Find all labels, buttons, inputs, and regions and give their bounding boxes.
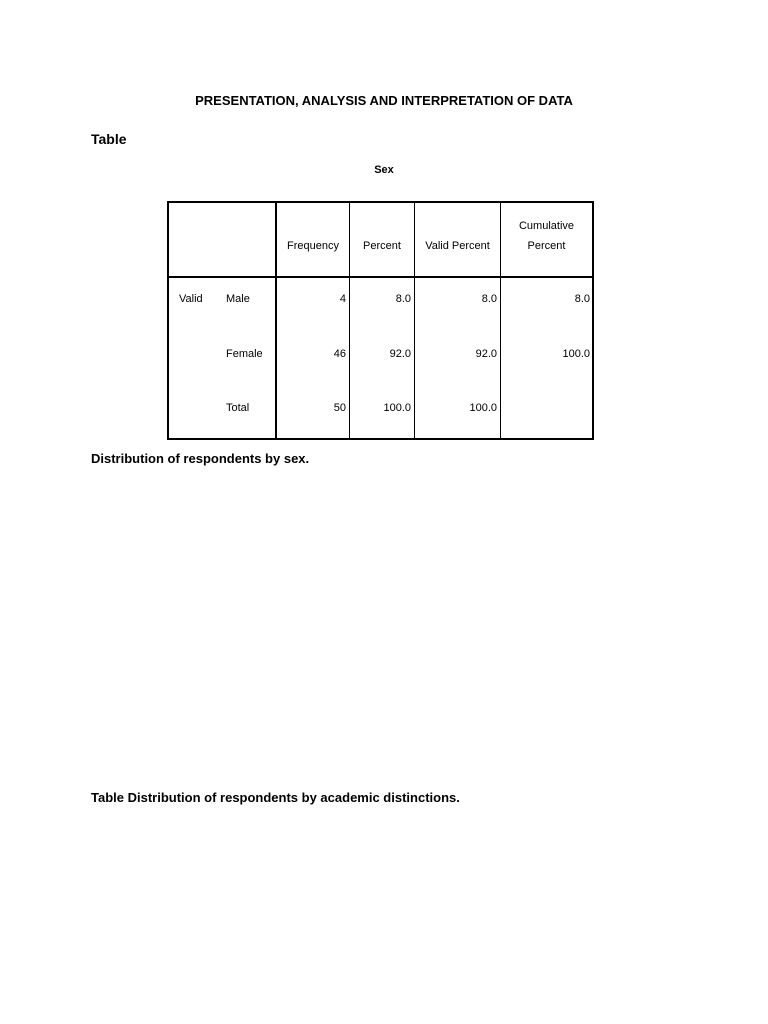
page-title: PRESENTATION, ANALYSIS AND INTERPRETATION OF DATA bbox=[195, 93, 573, 108]
total-percent: 100.0 bbox=[383, 402, 411, 414]
female-cumulative: 100.0 bbox=[562, 348, 590, 360]
group-label-valid: Valid bbox=[179, 293, 203, 305]
female-valid-percent: 92.0 bbox=[475, 348, 497, 360]
male-frequency: 4 bbox=[339, 293, 346, 305]
header-cumulative-percent: Percent bbox=[527, 240, 566, 252]
caption-sex-distribution: Distribution of respondents by sex. bbox=[91, 451, 310, 466]
row-label-female: Female bbox=[226, 348, 263, 360]
header-percent: Percent bbox=[363, 240, 401, 252]
row-label-male: Male bbox=[226, 293, 250, 305]
header-frequency: Frequency bbox=[287, 240, 339, 252]
total-valid-percent: 100.0 bbox=[469, 402, 497, 414]
female-frequency: 46 bbox=[333, 348, 346, 360]
frequency-table bbox=[167, 201, 594, 440]
male-cumulative: 8.0 bbox=[574, 293, 590, 305]
header-valid-percent: Valid Percent bbox=[425, 240, 490, 252]
total-frequency: 50 bbox=[333, 402, 346, 414]
caption-academic-distinctions: Table Distribution of respondents by academic distinctions. bbox=[91, 790, 460, 805]
header-divider bbox=[169, 276, 592, 278]
table-caption: Sex bbox=[374, 164, 394, 176]
male-valid-percent: 8.0 bbox=[481, 293, 497, 305]
table-label: Table bbox=[91, 131, 127, 147]
male-percent: 8.0 bbox=[395, 293, 411, 305]
header-cumulative: Cumulative bbox=[518, 220, 575, 232]
female-percent: 92.0 bbox=[389, 348, 411, 360]
row-label-total: Total bbox=[226, 402, 250, 414]
